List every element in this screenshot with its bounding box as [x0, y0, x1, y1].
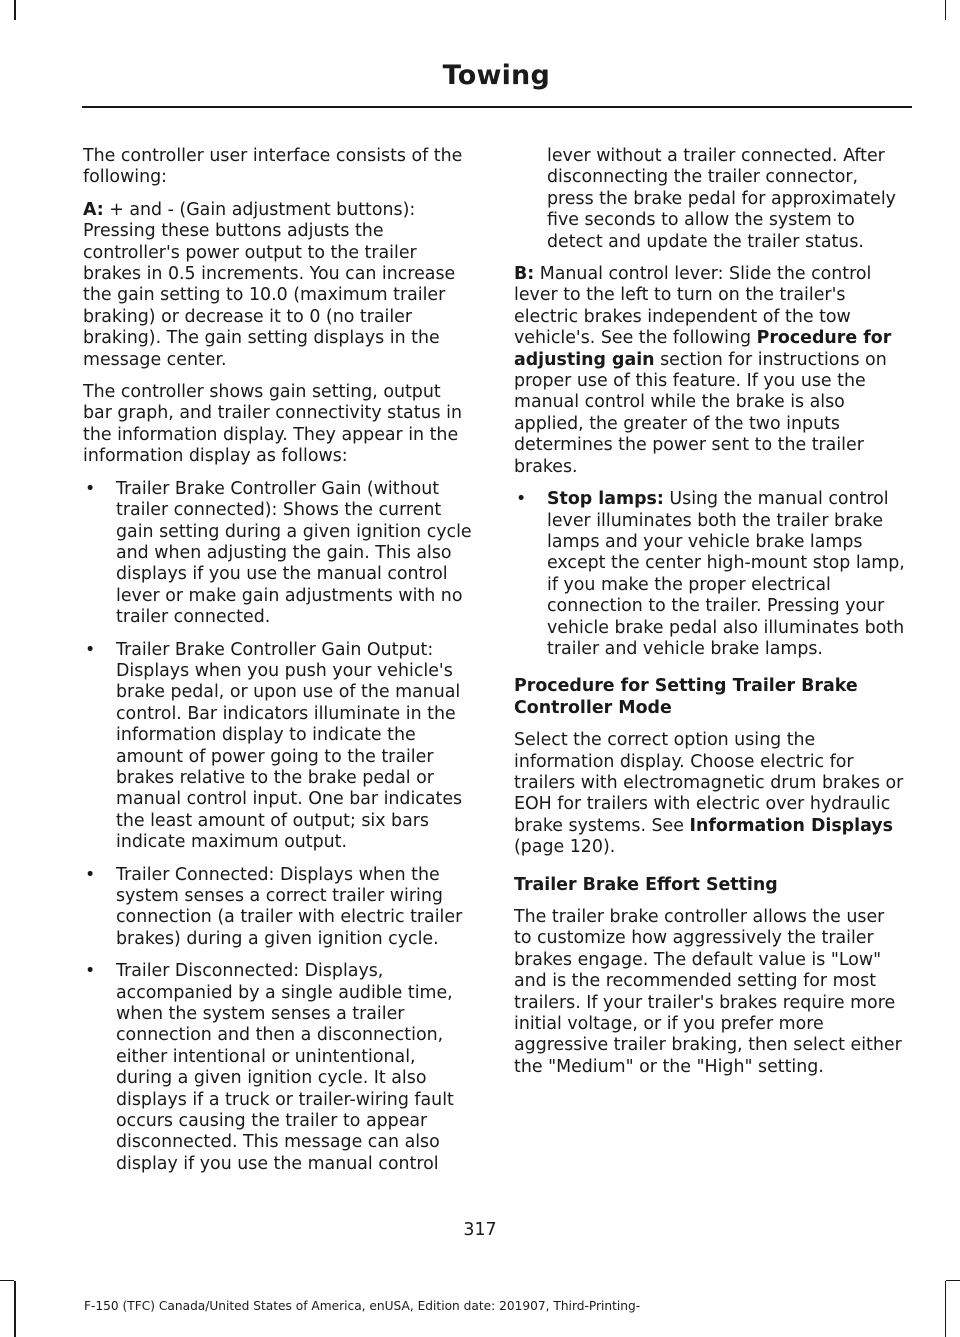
effort-paragraph: The trailer brake controller allows the user to customize how aggressively the trailer brakes engage. The default value is "Low" and is the recommended setting for most trailers. If your trailer's brakes require more initial voltage, or if you prefer more aggressive trailer braking, then select either the "Medium" or the "High" setting.: [514, 907, 902, 1077]
bullet-text: Trailer Brake Controller Gain (without trailer connected): Shows the current gain setting during a given ignition cycle and when adjusting the gain. This also displays if you use the manual control lever or make gain adjustments with no trailer connected.: [116, 478, 472, 628]
left-column: [83, 146, 475, 1186]
page-number: 317: [463, 1220, 497, 1240]
crop-mark-bottom-left-h: [0, 1280, 14, 1282]
bullet-item: [83, 479, 475, 629]
bullet-glyph: •: [85, 478, 96, 499]
item-a-text: + and - (Gain adjustment buttons): Pressing these buttons adjusts the controller's power output to the trailer brakes in 0.5 increments. You can increase the gain setting to 10.0 (maximum trailer braking) or decrease it to 0 (no trailer braking). The gain setting displays in the message center.: [83, 199, 456, 370]
bullet-item-stop-lamps: [514, 489, 907, 660]
bullet-item: [83, 865, 475, 951]
crop-mark-bottom-right: [945, 1281, 947, 1337]
heading-controller-mode: Procedure for Setting Trailer Brake Controller Mode: [514, 676, 858, 718]
item-b-paragraph: [514, 264, 907, 478]
display-intro-paragraph: The controller shows gain setting, output bar graph, and trailer connectivity status in the information display. They appear in the information display as follows:: [83, 382, 462, 467]
mode-paragraph: [514, 730, 907, 858]
bullet-glyph: •: [516, 489, 527, 510]
procedure-adjusting-gain-link[interactable]: Procedure for adjusting gain: [514, 328, 892, 370]
bullet-item: [83, 961, 475, 1175]
bullet-glyph: •: [85, 961, 96, 982]
bullet-text: Trailer Disconnected: Displays, accompanied by a single audible time, when the system senses a trailer connection and then a disconnection, either intentional or unintentional, during a given ignition cycle. It also displays if a truck or trailer-wiring fault occurs causing the trailer to appear disconnected. This message can also display if you use the manual control: [116, 961, 454, 1174]
continuation-paragraph: [514, 146, 907, 253]
bullet-text: Trailer Connected: Displays when the system senses a correct trailer wiring connection (a trailer with electric trailer brakes) during a given ignition cycle.: [116, 864, 463, 949]
item-b-label: B:: [514, 264, 535, 285]
footer-edition: F-150 (TFC) Canada/United States of America, enUSA, Edition date: 201907, Third-Printing-: [84, 1299, 641, 1313]
crop-mark-bottom-left: [14, 1281, 16, 1337]
bullet-text: Trailer Brake Controller Gain Output: Displays when you push your vehicle's brake pedal, or upon use of the manual control. Bar indicators illuminate in the information display to indicate the amount of power going to the trailer brakes relative to the brake pedal or manual control input. One bar indicates the least amount of output; six bars indicate maximum output.: [116, 639, 463, 853]
crop-mark-top-right: [945, 0, 947, 20]
bullet-glyph: •: [85, 864, 96, 885]
item-b-text-after: section for instructions on proper use of this feature. If you use the manual control while the brake is also applied, the greater of the two inputs determines the power sent to the trailer brakes.: [514, 349, 887, 477]
item-a-paragraph: [83, 200, 475, 371]
mode-text-after: (page 120).: [514, 837, 616, 858]
intro-paragraph: The controller user interface consists of the following:: [83, 146, 463, 188]
bullet-item: [83, 640, 475, 854]
right-column: [514, 146, 907, 1089]
crop-mark-bottom-right-h: [946, 1280, 960, 1282]
mode-text-before: Select the correct option using the information display. Choose electric for trailers with electromagnetic drum brakes or EOH for trailers with electric over hydraulic brake systems. See: [514, 730, 904, 836]
stop-lamps-label: Stop lamps:: [547, 489, 664, 510]
bullet-glyph: •: [85, 639, 96, 660]
continuation-text: lever without a trailer connected. After disconnecting the trailer connector, press the brake pedal for approximately five seconds to allow the system to detect and update the trailer status.: [547, 146, 896, 252]
item-b-text-before: Manual control lever: Slide the control lever to the left to turn on the trailer's electric brakes independent of the tow vehicle's. See the following: [514, 264, 872, 349]
stop-lamps-text: Using the manual control lever illuminates both the trailer brake lamps and your vehicle brake lamps except the center high-mount stop lamp, if you make the proper electrical connection to the trailer. Pressing your vehicle brake pedal also illuminates both trailer and vehicle brake lamps.: [547, 489, 905, 659]
crop-mark-top-left: [14, 0, 16, 20]
header-divider: [82, 106, 912, 108]
item-a-label: A:: [83, 199, 104, 220]
heading-effort-setting: Trailer Brake Effort Setting: [514, 874, 778, 895]
section-title: Towing: [442, 60, 550, 91]
information-displays-link[interactable]: Information Displays: [689, 815, 893, 836]
